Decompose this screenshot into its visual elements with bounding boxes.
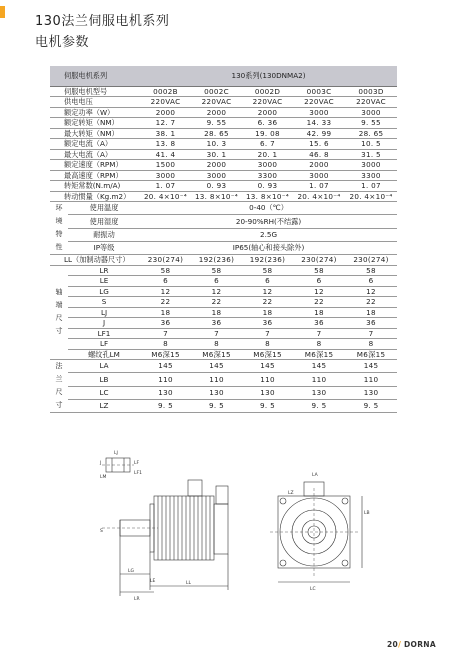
dim-label: LF	[68, 339, 140, 350]
cell-value: M6深15	[293, 349, 345, 360]
env-value: IP65(轴心和接头除外)	[140, 241, 397, 254]
cell-value: 8	[140, 339, 191, 350]
row-label: 转矩常数(N.m/A)	[50, 181, 140, 192]
dim-label-lg: LG	[128, 569, 134, 574]
cell-value: 3000	[293, 107, 345, 118]
cell-value: 13. 8×10⁻⁴	[191, 191, 242, 202]
dim-label-lf1: LF1	[134, 471, 142, 476]
cell-value: 8	[242, 339, 293, 350]
dim-label-ll: LL	[186, 581, 192, 586]
cell-value: 130	[242, 386, 293, 399]
dim-label: S	[68, 297, 140, 308]
cell-value: 42. 99	[293, 128, 345, 139]
cell-value: 15. 6	[293, 139, 345, 150]
env-label: 使用温度	[68, 202, 140, 215]
cell-value: 18	[191, 307, 242, 318]
dim-label: J	[68, 318, 140, 329]
flange-row	[50, 386, 397, 399]
cell-value: 145	[293, 360, 345, 373]
cell-value: 36	[140, 318, 191, 329]
env-value: 0-40（℃）	[140, 202, 397, 215]
cell-value: 18	[242, 307, 293, 318]
cell-value: 12	[242, 286, 293, 297]
param-row	[50, 181, 397, 192]
table-header-row	[50, 66, 397, 86]
row-label: 最大转矩（NM）	[50, 128, 140, 139]
cell-value: 9. 55	[345, 118, 397, 129]
cell-value: 8	[293, 339, 345, 350]
cell-value: 12	[140, 286, 191, 297]
dim-label: LJ	[68, 307, 140, 318]
dim-label: LR	[68, 265, 140, 276]
cell-value: 130	[191, 386, 242, 399]
cell-value: 22	[345, 297, 397, 308]
cell-value: 1. 07	[293, 181, 345, 192]
shaft-group-label: 轴 端 尺 寸	[50, 265, 68, 360]
env-row	[50, 215, 397, 228]
shaft-row	[50, 339, 397, 350]
cell-value: 130	[345, 386, 397, 399]
dim-label: LB	[68, 373, 140, 386]
motor-side-view	[102, 458, 228, 596]
cell-value: 3300	[345, 170, 397, 181]
cell-value: 19. 08	[242, 128, 293, 139]
cell-value: 0. 93	[242, 181, 293, 192]
cell-value: 10. 5	[345, 139, 397, 150]
cell-value: 0002C	[191, 86, 242, 97]
cell-value: 13. 8	[140, 139, 191, 150]
page-number: 20	[387, 640, 399, 649]
cell-value: 230(274)	[293, 255, 345, 266]
title-accent-bar	[0, 6, 5, 18]
cell-value: 22	[242, 297, 293, 308]
cell-value: 38. 1	[140, 128, 191, 139]
param-row	[50, 86, 397, 97]
dim-label: LA	[68, 360, 140, 373]
cell-value: 0. 93	[191, 181, 242, 192]
dim-label: LE	[68, 276, 140, 287]
page-footer	[387, 640, 436, 649]
cell-value: 6	[140, 276, 191, 287]
cell-value: 6. 7	[242, 139, 293, 150]
cell-value: 36	[293, 318, 345, 329]
shaft-row	[50, 286, 397, 297]
header-corner-label: 伺服电机系列	[50, 66, 140, 86]
dim-label: LG	[68, 286, 140, 297]
row-label: 额定电流（A）	[50, 139, 140, 150]
env-label: 使用湿度	[68, 215, 140, 228]
param-row	[50, 139, 397, 150]
dim-label-lf: LF	[134, 461, 140, 466]
cell-value: 58	[242, 265, 293, 276]
env-value: 20-90%RH(不结露)	[140, 215, 397, 228]
cell-value: 18	[140, 307, 191, 318]
cell-value: 0002B	[140, 86, 191, 97]
param-row	[50, 160, 397, 171]
cell-value: 0003C	[293, 86, 345, 97]
cell-value: 13. 8×10⁻⁴	[242, 191, 293, 202]
header-series-title: 130系列(130DNMA2)	[140, 66, 397, 86]
cell-value: 58	[140, 265, 191, 276]
cell-value: 31. 5	[345, 149, 397, 160]
cell-value: 36	[345, 318, 397, 329]
cell-value: 3300	[242, 170, 293, 181]
cell-value: 110	[140, 373, 191, 386]
cell-value: 2000	[191, 160, 242, 171]
cell-value: 8	[345, 339, 397, 350]
dim-label-j: J	[100, 461, 102, 466]
cell-value: 6	[242, 276, 293, 287]
row-label: 供电电压	[50, 97, 140, 108]
cell-value: 18	[293, 307, 345, 318]
footer-separator: /	[398, 640, 405, 649]
param-row	[50, 118, 397, 129]
shaft-row	[50, 349, 397, 360]
dim-label-lz: LZ	[288, 491, 294, 496]
shaft-row	[50, 276, 397, 287]
cell-value: 220VAC	[345, 97, 397, 108]
motor-dimension-drawings	[98, 444, 378, 616]
cell-value: 10. 3	[191, 139, 242, 150]
cell-value: 220VAC	[242, 97, 293, 108]
row-label: 额定转矩（NM）	[50, 118, 140, 129]
env-label: 耐振动	[68, 228, 140, 241]
ll-row	[50, 255, 397, 266]
spec-table-container	[50, 66, 397, 413]
cell-value: 145	[242, 360, 293, 373]
flange-row	[50, 399, 397, 412]
cell-value: M6深15	[242, 349, 293, 360]
dim-label: LF1	[68, 328, 140, 339]
cell-value: 3000	[242, 160, 293, 171]
cell-value: 9. 55	[191, 118, 242, 129]
dim-label: LC	[68, 386, 140, 399]
cell-value: 2000	[293, 160, 345, 171]
cell-value: 2000	[191, 107, 242, 118]
cell-value: 1500	[140, 160, 191, 171]
dim-label-lc: LC	[310, 587, 316, 592]
param-row	[50, 107, 397, 118]
cell-value: 22	[191, 297, 242, 308]
cell-value: 2000	[242, 107, 293, 118]
cell-value: 145	[191, 360, 242, 373]
cell-value: 12. 7	[140, 118, 191, 129]
cell-value: 3000	[140, 170, 191, 181]
cell-value: 110	[242, 373, 293, 386]
cell-value: 58	[293, 265, 345, 276]
cell-value: 130	[140, 386, 191, 399]
dim-label-la: LA	[312, 473, 318, 478]
cell-value: 9. 5	[140, 399, 191, 412]
cell-value: 9. 5	[191, 399, 242, 412]
shaft-row	[50, 307, 397, 318]
cell-value: 20. 1	[242, 149, 293, 160]
cell-value: 145	[345, 360, 397, 373]
section-subtitle: 电机参数	[35, 35, 90, 50]
env-value: 2.5G	[140, 228, 397, 241]
cell-value: 28. 65	[191, 128, 242, 139]
cell-value: M6深15	[191, 349, 242, 360]
row-label: 伺服电机型号	[50, 86, 140, 97]
cell-value: 0003D	[345, 86, 397, 97]
row-label: 额定功率（W）	[50, 107, 140, 118]
dim-label-lm: LM	[100, 475, 107, 480]
cell-value: 9. 5	[345, 399, 397, 412]
cell-value: 12	[293, 286, 345, 297]
cell-value: 20. 4×10⁻⁴	[345, 191, 397, 202]
dim-label-lr: LR	[134, 597, 140, 602]
param-row	[50, 97, 397, 108]
cell-value: 6. 36	[242, 118, 293, 129]
cell-value: 9. 5	[293, 399, 345, 412]
cell-value: 30. 1	[191, 149, 242, 160]
row-label: 最高速度（RPM）	[50, 170, 140, 181]
row-label: 额定速度（RPM）	[50, 160, 140, 171]
cell-value: 1. 07	[345, 181, 397, 192]
cell-value: 6	[191, 276, 242, 287]
cell-value: 20. 4×10⁻⁴	[140, 191, 191, 202]
cell-value: M6深15	[140, 349, 191, 360]
dim-label-le: LE	[150, 579, 156, 584]
cell-value: 36	[242, 318, 293, 329]
row-label: 最大电流（A）	[50, 149, 140, 160]
shaft-row	[50, 297, 397, 308]
cell-value: 3000	[191, 170, 242, 181]
cell-value: 1. 07	[140, 181, 191, 192]
param-row	[50, 170, 397, 181]
cell-value: 220VAC	[191, 97, 242, 108]
cell-value: M6深15	[345, 349, 397, 360]
cell-value: 7	[242, 328, 293, 339]
cell-value: 28. 65	[345, 128, 397, 139]
cell-value: 8	[191, 339, 242, 350]
cell-value: 18	[345, 307, 397, 318]
cell-value: 230(274)	[140, 255, 191, 266]
cell-value: 220VAC	[293, 97, 345, 108]
cell-value: 58	[345, 265, 397, 276]
param-row	[50, 128, 397, 139]
cell-value: 6	[293, 276, 345, 287]
cell-value: 6	[345, 276, 397, 287]
cell-value: 46. 8	[293, 149, 345, 160]
dim-label: LZ	[68, 399, 140, 412]
env-row	[50, 241, 397, 254]
cell-value: 3000	[345, 107, 397, 118]
cell-value: 20. 4×10⁻⁴	[293, 191, 345, 202]
spec-table	[50, 66, 397, 413]
flange-row	[50, 373, 397, 386]
dim-label: 螺纹孔LM	[68, 349, 140, 360]
cell-value: 0002D	[242, 86, 293, 97]
cell-value: 41. 4	[140, 149, 191, 160]
row-label: 转动惯量（Kg.m2）	[50, 191, 140, 202]
param-row	[50, 149, 397, 160]
cell-value: 110	[345, 373, 397, 386]
cell-value: 58	[191, 265, 242, 276]
cell-value: 110	[293, 373, 345, 386]
cell-value: 36	[191, 318, 242, 329]
param-row	[50, 191, 397, 202]
dim-label-lb: LB	[364, 511, 370, 516]
flange-group-label: 法 兰 尺 寸	[50, 360, 68, 413]
env-label: IP等级	[68, 241, 140, 254]
shaft-row	[50, 328, 397, 339]
cell-value: 12	[345, 286, 397, 297]
cell-value: 22	[140, 297, 191, 308]
brand-name: DORNA	[404, 640, 436, 649]
cell-value: 7	[191, 328, 242, 339]
cell-value: 9. 5	[242, 399, 293, 412]
env-group-label: 环 境 特 性	[50, 202, 68, 255]
shaft-row	[50, 318, 397, 329]
cell-value: 220VAC	[140, 97, 191, 108]
cell-value: 130	[293, 386, 345, 399]
cell-value: 7	[345, 328, 397, 339]
cell-value: 22	[293, 297, 345, 308]
cell-value: 192(236)	[242, 255, 293, 266]
row-label: LL（加制动器尺寸）	[50, 255, 140, 266]
cell-value: 230(274)	[345, 255, 397, 266]
page-title: 130法兰伺服电机系列	[35, 14, 170, 29]
cell-value: 145	[140, 360, 191, 373]
dim-label-lj: LJ	[114, 451, 118, 456]
cell-value: 110	[191, 373, 242, 386]
motor-front-view	[270, 482, 362, 582]
dim-label-s: S	[100, 529, 103, 534]
cell-value: 2000	[140, 107, 191, 118]
env-row	[50, 202, 397, 215]
cell-value: 192(236)	[191, 255, 242, 266]
cell-value: 3000	[293, 170, 345, 181]
env-row	[50, 228, 397, 241]
cell-value: 12	[191, 286, 242, 297]
cell-value: 14. 33	[293, 118, 345, 129]
cell-value: 7	[293, 328, 345, 339]
shaft-row	[50, 265, 397, 276]
cell-value: 3000	[345, 160, 397, 171]
cell-value: 7	[140, 328, 191, 339]
flange-row	[50, 360, 397, 373]
